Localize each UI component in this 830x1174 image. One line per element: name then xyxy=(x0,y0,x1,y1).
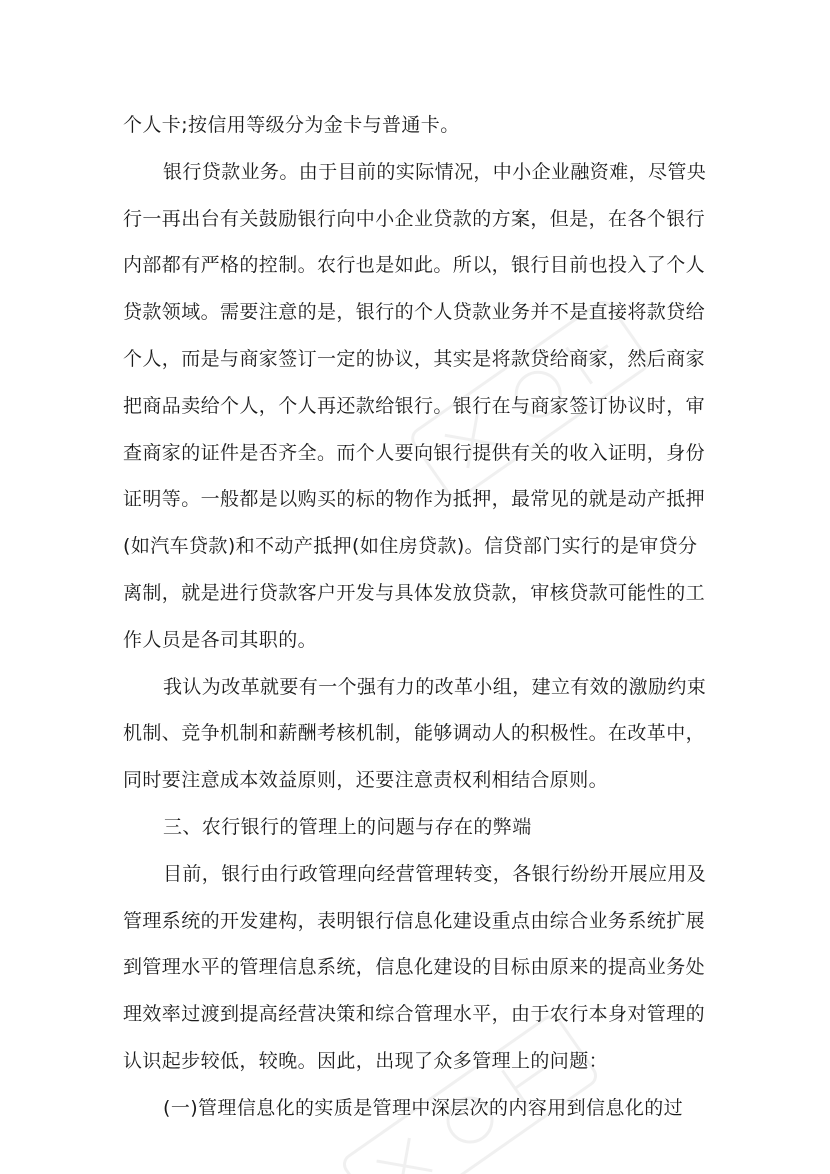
text-line-19: 到管理水平的管理信息系统，信息化建设的目标由原来的提高业务处 xyxy=(123,956,706,979)
section-heading: 三、农行银行的管理上的问题与存在的弊端 xyxy=(163,815,532,838)
text-line-5: 贷款领域。需要注意的是，银行的个人贷款业务并不是直接将款贷给 xyxy=(123,301,706,324)
text-line-10: (如汽车贷款)和不动产抵押(如住房贷款)。信贷部门实行的是审贷分 xyxy=(123,535,698,558)
text-line-13: 我认为改革就要有一个强有力的改革小组，建立有效的激励约束 xyxy=(163,675,707,698)
text-line-2: 银行贷款业务。由于目前的实际情况，中小企业融资难，尽管央 xyxy=(163,160,707,183)
text-line-17: 目前，银行由行政管理向经营管理转变，各银行纷纷开展应用及 xyxy=(163,862,707,885)
text-line-20: 理效率过渡到提高经营决策和综合管理水平，由于农行本身对管理的 xyxy=(123,1003,706,1026)
text-line-14: 机制、竞争机制和薪酬考核机制，能够调动人的积极性。在改革中， xyxy=(123,722,706,745)
text-line-21: 认识起步较低，较晚。因此，出现了众多管理上的问题： xyxy=(123,1049,609,1072)
text-line-15: 同时要注意成本效益原则，还要注意责权利相结合原则。 xyxy=(123,769,609,792)
text-line-3: 行一再出台有关鼓励银行向中小企业贷款的方案，但是，在各个银行 xyxy=(123,207,706,230)
document-body xyxy=(123,102,713,1132)
text-line-1: 个人卡;按信用等级分为金卡与普通卡。 xyxy=(123,114,460,136)
text-line-6: 个人，而是与商家签订一定的协议，其实是将款贷给商家，然后商家 xyxy=(123,347,706,370)
text-line-11: 离制，就是进行贷款客户开发与具体发放贷款，审核贷款可能性的工 xyxy=(123,581,706,604)
text-line-22: (一)管理信息化的实质是管理中深层次的内容用到信息化的过 xyxy=(163,1096,684,1119)
text-line-12: 作人员是各司其职的。 xyxy=(123,628,318,651)
text-line-9: 证明等。一般都是以购买的标的物作为抵押，最常见的就是动产抵押 xyxy=(123,488,706,511)
text-line-7: 把商品卖给个人，个人再还款给银行。银行在与商家签订协议时，审 xyxy=(123,394,706,417)
text-line-8: 查商家的证件是否齐全。而个人要向银行提供有关的收入证明，身份 xyxy=(123,441,706,464)
text-line-18: 管理系统的开发建构，表明银行信息化建设重点由综合业务系统扩展 xyxy=(123,909,706,932)
text-line-4: 内部都有严格的控制。农行也是如此。所以，银行目前也投入了个人 xyxy=(123,254,706,277)
